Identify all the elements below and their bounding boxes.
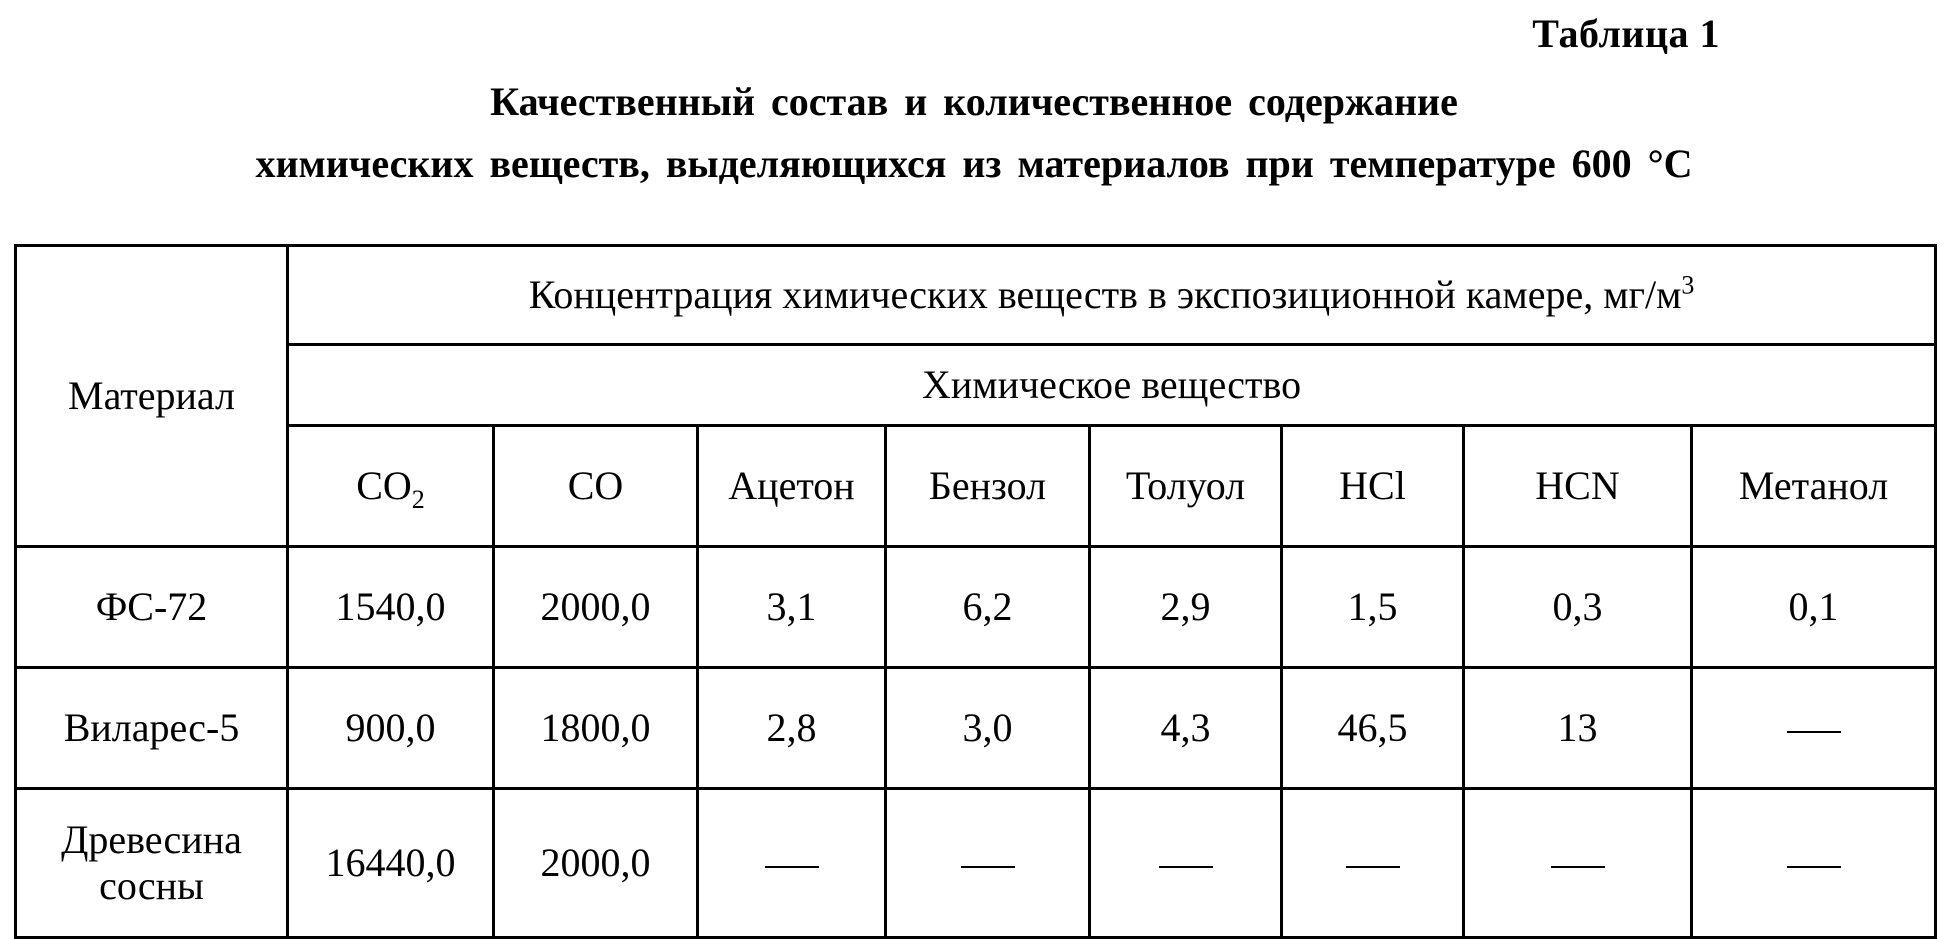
column-header-co2-subscript: 2 <box>411 485 425 514</box>
value-acetone: 2,8 <box>698 668 886 789</box>
header-row-substance <box>16 345 1936 426</box>
value-benzene: 6,2 <box>886 547 1090 668</box>
header-row-concentration <box>16 246 1936 345</box>
table-label: Таблица 1 <box>1532 11 1720 56</box>
value-methanol <box>1692 789 1936 938</box>
column-header-toluene: Толуол <box>1090 426 1282 547</box>
column-header-hcn: HCN <box>1464 426 1692 547</box>
table-row <box>16 668 1936 789</box>
value-methanol <box>1692 668 1936 789</box>
value-benzene <box>886 789 1090 938</box>
value-hcn: 13 <box>1464 668 1692 789</box>
value-co2: 900,0 <box>288 668 494 789</box>
dash-mark <box>1346 866 1400 868</box>
dash-mark <box>765 866 819 868</box>
table-row <box>16 547 1936 668</box>
value-hcn: 0,3 <box>1464 547 1692 668</box>
material-name-line-2: сосны <box>99 863 204 908</box>
header-concentration-superscript: 3 <box>1681 270 1695 300</box>
value-co2: 16440,0 <box>288 789 494 938</box>
dash-mark <box>961 866 1015 868</box>
column-header-co: CO <box>494 426 698 547</box>
dash-mark <box>1787 866 1841 868</box>
value-hcl: 46,5 <box>1282 668 1464 789</box>
material-cell: ФС-72 <box>16 547 288 668</box>
header-substance: Химическое вещество <box>921 362 1302 407</box>
value-benzene: 3,0 <box>886 668 1090 789</box>
table-title-line-2: химических веществ, выделяющихся из материалов при температуре 600 °С <box>255 141 1693 186</box>
dash-mark <box>1787 731 1841 733</box>
value-hcl: 1,5 <box>1282 547 1464 668</box>
value-co: 2000,0 <box>494 547 698 668</box>
column-header-co2-base: CO <box>356 463 412 508</box>
value-methanol: 0,1 <box>1692 547 1936 668</box>
header-concentration: Концентрация химических веществ в экспозиционной камере, мг/м <box>528 272 1682 317</box>
material-name-line-1: Древесина <box>61 817 242 862</box>
value-acetone <box>698 789 886 938</box>
header-row-columns <box>16 426 1936 547</box>
value-co: 1800,0 <box>494 668 698 789</box>
header-substance-cell <box>288 345 1936 426</box>
table-row <box>16 789 1936 938</box>
value-hcn <box>1464 789 1692 938</box>
header-material: Материал <box>68 373 235 418</box>
material-cell: Виларес-5 <box>16 668 288 789</box>
header-material-cell <box>16 246 288 547</box>
header-concentration-cell <box>288 246 1936 345</box>
column-header-co2 <box>288 426 494 547</box>
value-toluene: 4,3 <box>1090 668 1282 789</box>
material-cell <box>16 789 288 938</box>
value-toluene <box>1090 789 1282 938</box>
column-header-methanol: Метанол <box>1692 426 1936 547</box>
column-header-benzene: Бензол <box>886 426 1090 547</box>
value-hcl <box>1282 789 1464 938</box>
value-acetone: 3,1 <box>698 547 886 668</box>
value-co: 2000,0 <box>494 789 698 938</box>
value-co2: 1540,0 <box>288 547 494 668</box>
dash-mark <box>1551 866 1605 868</box>
dash-mark <box>1159 866 1213 868</box>
column-header-hcl: HCl <box>1282 426 1464 547</box>
table-title-line-1: Качественный состав и количественное содержание <box>490 79 1458 124</box>
column-header-acetone: Ацетон <box>698 426 886 547</box>
data-table <box>14 244 1937 939</box>
value-toluene: 2,9 <box>1090 547 1282 668</box>
